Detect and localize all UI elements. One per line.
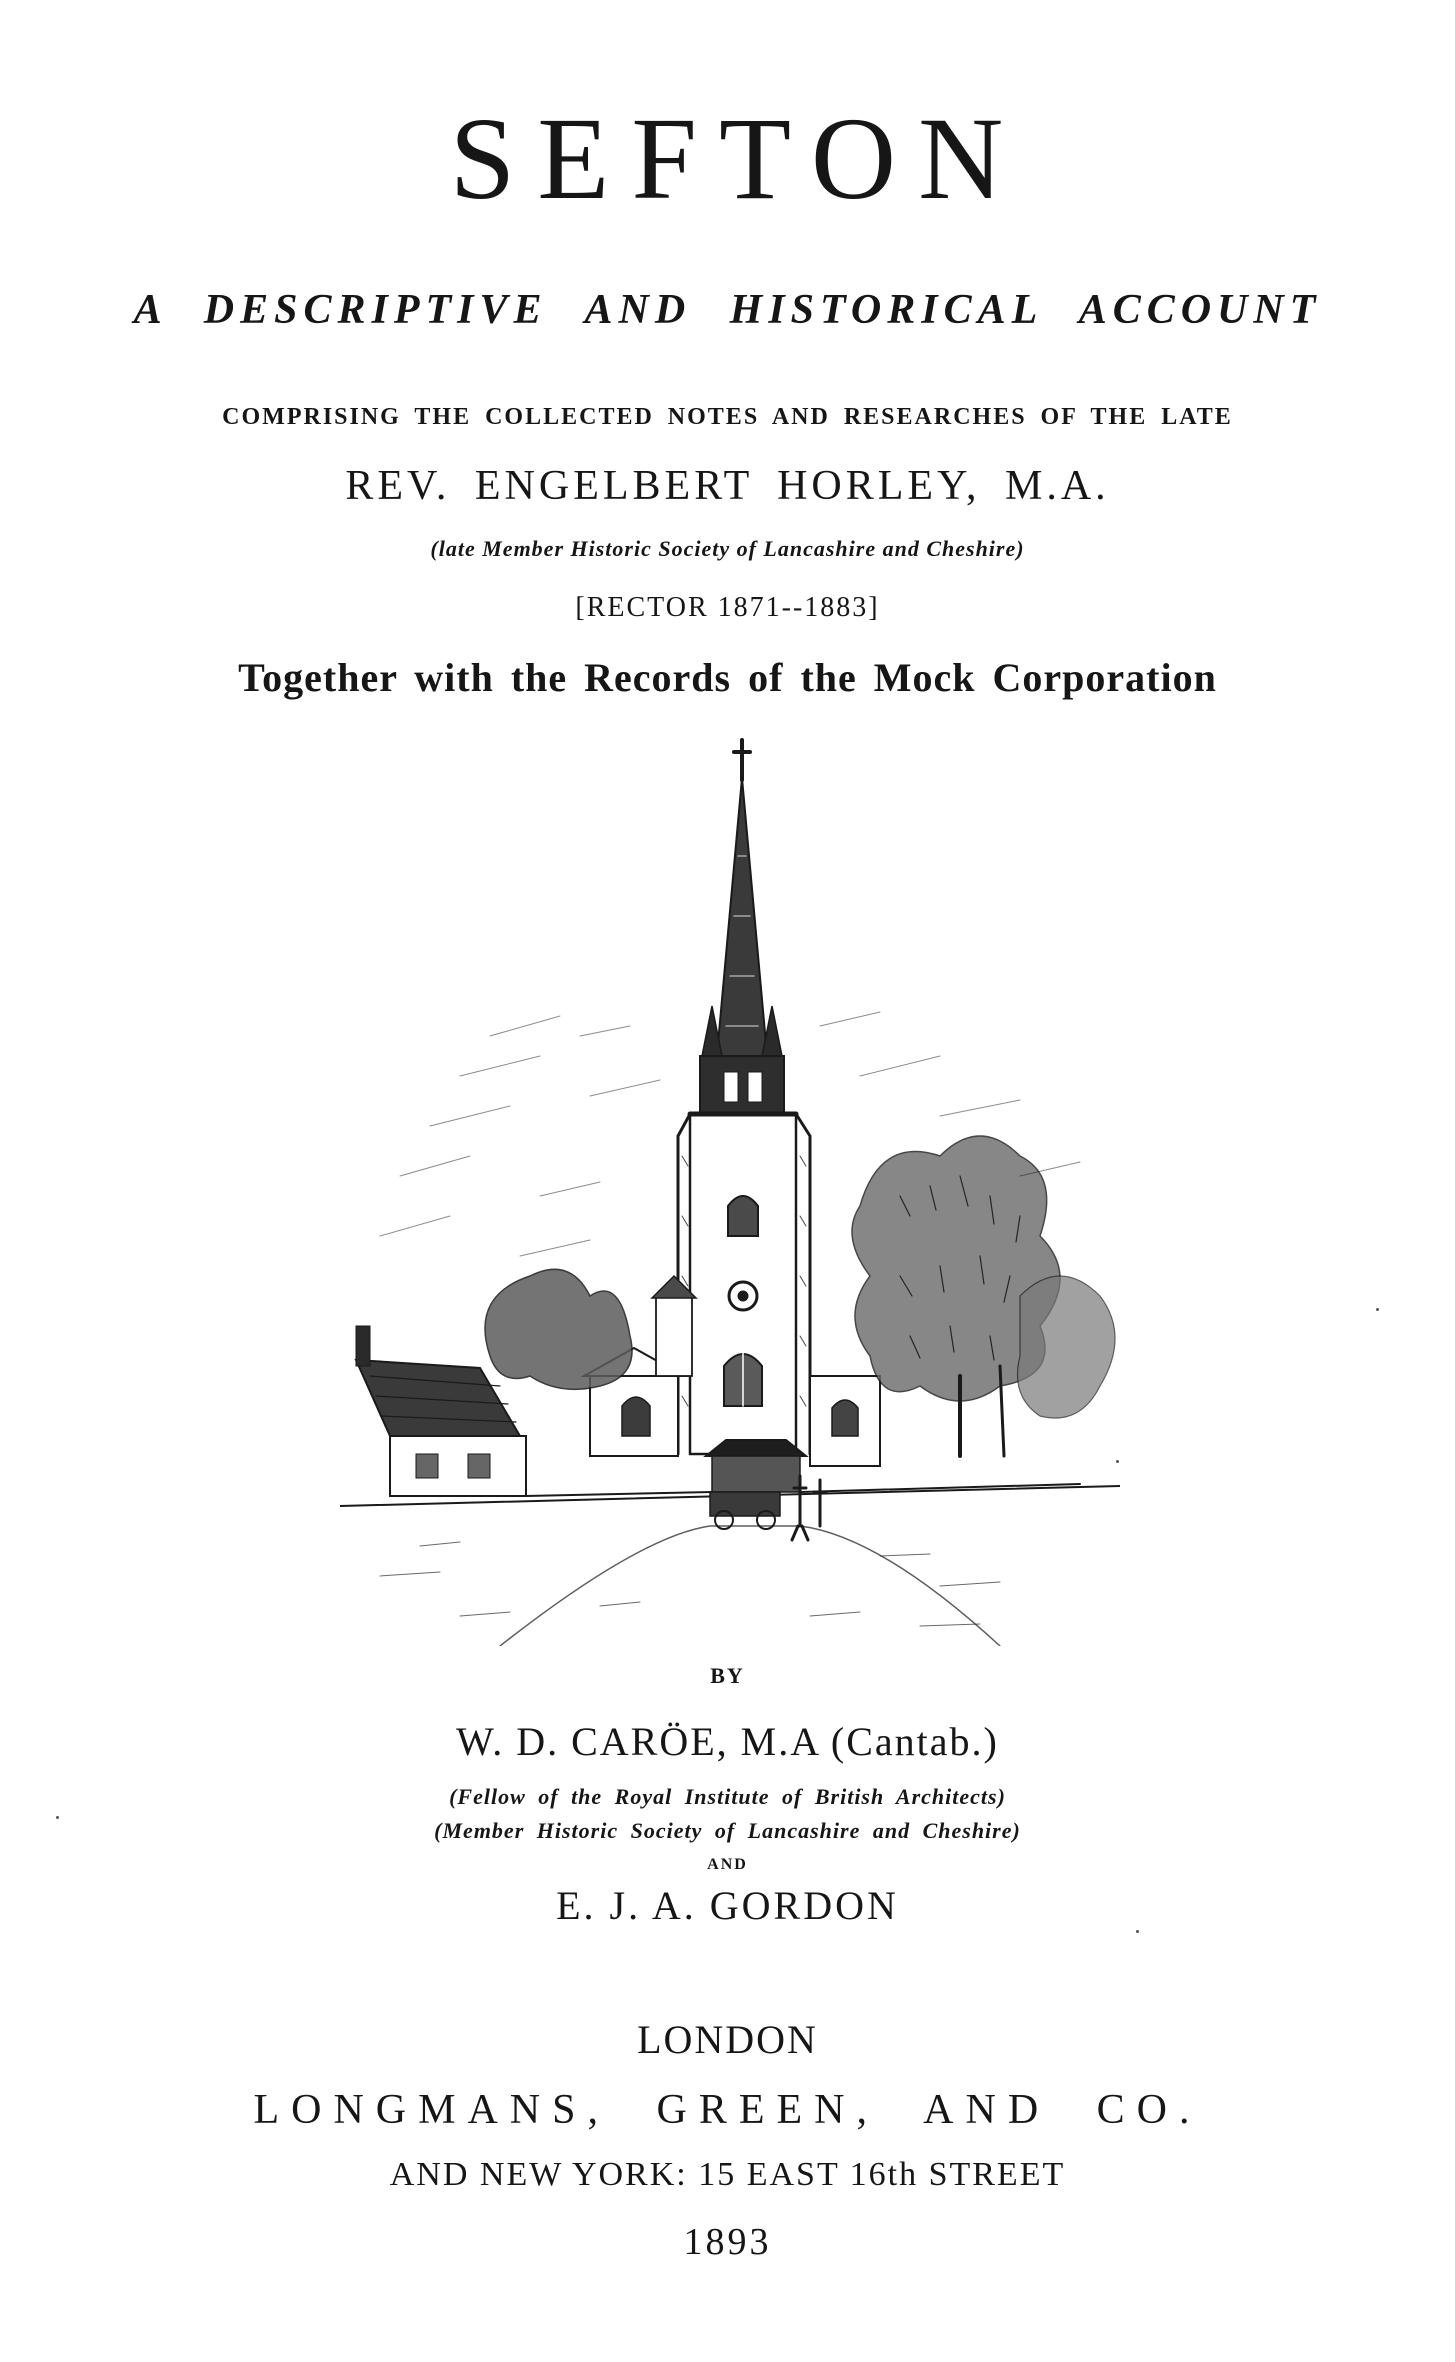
and-label: AND — [707, 1856, 748, 1873]
author-gordon: E. J. A. GORDON — [556, 1883, 899, 1928]
rev-name: REV. ENGELBERT HORLEY, M.A. — [345, 463, 1110, 509]
publisher-city: LONDON — [637, 2017, 818, 2062]
together-line: Together with the Records of the Mock Corporation — [238, 655, 1217, 700]
book-title: SEFTON — [449, 93, 1026, 224]
publisher-name: LONGMANS, GREEN, AND CO. — [253, 2087, 1202, 2133]
author-caroe-membership: (Member Historic Society of Lancashire and Cheshire) — [434, 1818, 1021, 1843]
author-caroe: W. D. CARÖE, M.A (Cantab.) — [456, 1719, 999, 1764]
print-speck — [1376, 1308, 1379, 1311]
rector-years: [RECTOR 1871--1883] — [575, 592, 880, 623]
author-caroe-fellowship: (Fellow of the Royal Institute of British Architects) — [449, 1784, 1006, 1809]
late-member-note: (late Member Historic Society of Lancashire and Cheshire) — [430, 536, 1025, 561]
print-speck — [1116, 1460, 1119, 1463]
publication-year: 1893 — [683, 2221, 772, 2263]
church-illustration — [340, 736, 1120, 1646]
publisher-address: AND NEW YORK: 15 EAST 16th STREET — [389, 2156, 1066, 2193]
print-speck — [1136, 1930, 1139, 1933]
book-subtitle: A DESCRIPTIVE AND HISTORICAL ACCOUNT — [133, 287, 1322, 333]
comprising-line: COMPRISING THE COLLECTED NOTES AND RESEARCHES OF THE LATE — [222, 404, 1233, 430]
by-label: BY — [710, 1663, 745, 1688]
print-speck — [56, 1816, 59, 1819]
